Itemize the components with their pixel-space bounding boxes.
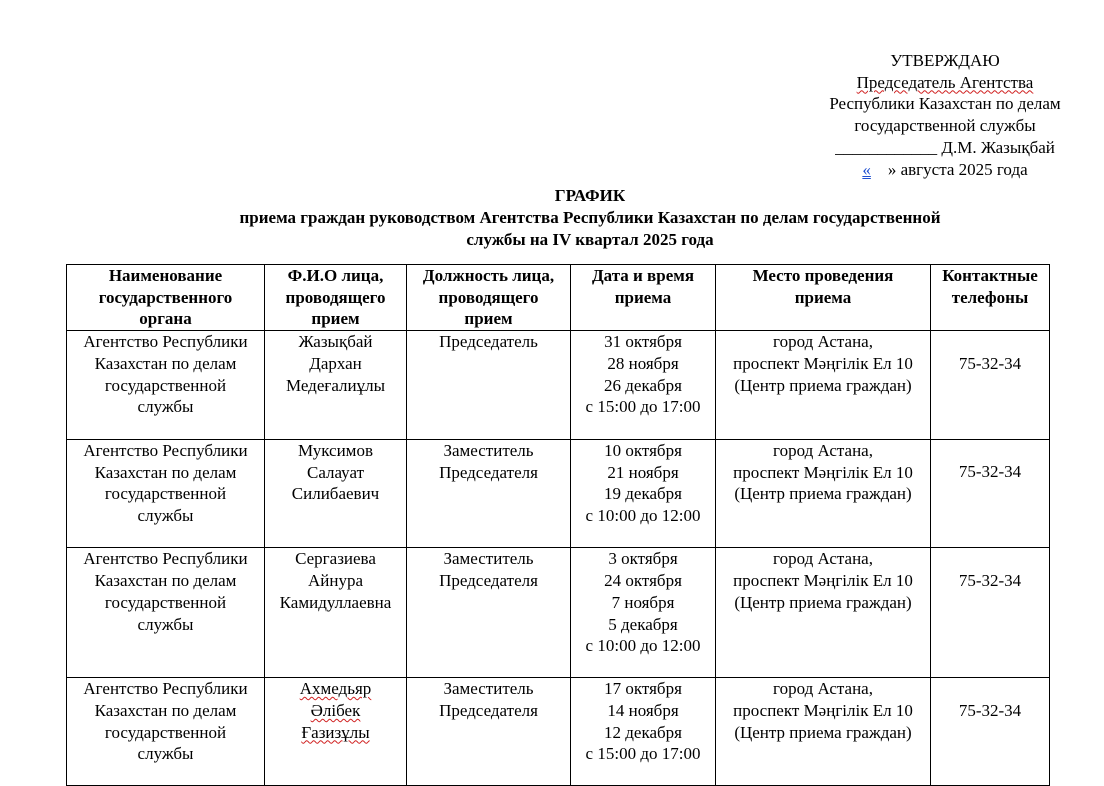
header-name-line: Ф.И.О лица, bbox=[287, 266, 384, 285]
cell-organ-line: службы bbox=[137, 505, 194, 525]
cell-organ bbox=[67, 548, 265, 678]
cell-organ-line: государственной bbox=[104, 484, 227, 504]
cell-place-line: проспект Мәңгілік Ел 10 bbox=[733, 353, 913, 373]
cell-position bbox=[407, 331, 571, 440]
cell-place bbox=[716, 331, 931, 440]
cell-phone bbox=[931, 678, 1050, 786]
cell-position bbox=[407, 548, 571, 678]
approval-line-1-text: Председатель Агентства bbox=[856, 72, 1034, 92]
cell-place bbox=[716, 548, 931, 678]
table-row bbox=[67, 548, 1050, 678]
cell-datetime-line: 10 октября bbox=[604, 440, 682, 460]
title-line-1: приема граждан руководством Агентства Республики Казахстан по делам государственной bbox=[239, 208, 941, 227]
cell-phone bbox=[931, 439, 1050, 548]
header-position-line: проводящего bbox=[438, 287, 539, 307]
cell-place-line: проспект Мәңгілік Ел 10 bbox=[733, 571, 913, 591]
approval-date bbox=[800, 159, 1090, 181]
title-heading: ГРАФИК bbox=[554, 186, 626, 205]
approval-block bbox=[800, 50, 1090, 180]
cell-position-line: Заместитель bbox=[443, 549, 534, 569]
approval-line-1 bbox=[800, 72, 1090, 94]
cell-datetime-line: 3 октября bbox=[608, 549, 678, 569]
header-organ-line: государственного bbox=[98, 287, 233, 307]
cell-place-line: (Центр приема граждан) bbox=[734, 722, 912, 742]
cell-organ-line: Казахстан по делам bbox=[94, 571, 237, 591]
cell-organ-line: службы bbox=[137, 744, 194, 764]
cell-name-line: Муксимов bbox=[298, 440, 373, 460]
phone-number: 75-32-34 bbox=[958, 353, 1022, 373]
header-place-line: Место проведения bbox=[752, 266, 894, 285]
cell-position-line: Заместитель bbox=[443, 440, 534, 460]
table-row bbox=[67, 331, 1050, 440]
cell-datetime-line: с 15:00 до 17:00 bbox=[585, 744, 701, 764]
cell-place-line: город Астана, bbox=[773, 549, 873, 569]
cell-datetime bbox=[571, 331, 716, 440]
cell-datetime-line: 21 ноября bbox=[607, 462, 679, 482]
approval-line-2: Республики Казахстан по делам bbox=[829, 94, 1061, 114]
cell-organ bbox=[67, 439, 265, 548]
header-place bbox=[716, 265, 931, 331]
header-position bbox=[407, 265, 571, 331]
cell-position-line: Председателя bbox=[439, 571, 538, 591]
cell-datetime-line: 17 октября bbox=[604, 679, 682, 699]
header-datetime-line: приема bbox=[614, 287, 672, 307]
cell-organ-line: Агентство Республики bbox=[83, 332, 248, 352]
cell-datetime-line: 28 ноября bbox=[607, 353, 679, 373]
cell-name bbox=[265, 678, 407, 786]
table-row bbox=[67, 439, 1050, 548]
cell-datetime bbox=[571, 439, 716, 548]
cell-organ-line: Казахстан по делам bbox=[94, 462, 237, 482]
cell-name-line: Силибаевич bbox=[291, 484, 380, 504]
cell-place-line: проспект Мәңгілік Ел 10 bbox=[733, 700, 913, 720]
cell-name-line: Ахмедьяр bbox=[299, 679, 372, 699]
date-open-quote[interactable]: « bbox=[862, 159, 871, 179]
cell-organ-line: Казахстан по делам bbox=[94, 700, 237, 720]
cell-name bbox=[265, 439, 407, 548]
cell-place bbox=[716, 439, 931, 548]
header-organ bbox=[67, 265, 265, 331]
header-name bbox=[265, 265, 407, 331]
cell-datetime-line: 26 декабря bbox=[604, 375, 682, 395]
signature-line bbox=[800, 137, 1090, 159]
cell-name-line: Жазықбай bbox=[298, 332, 373, 352]
header-place-line: приема bbox=[794, 287, 852, 307]
signature-blank: ____________ bbox=[835, 137, 938, 157]
schedule-table bbox=[66, 264, 1050, 786]
cell-datetime-line: 24 октября bbox=[604, 571, 682, 591]
cell-datetime-line: 12 декабря bbox=[604, 722, 682, 742]
cell-position bbox=[407, 439, 571, 548]
cell-organ-line: Агентство Республики bbox=[83, 440, 248, 460]
cell-position-line: Председателя bbox=[439, 700, 538, 720]
cell-organ bbox=[67, 331, 265, 440]
cell-datetime-line: 14 ноября bbox=[607, 700, 679, 720]
approval-line-3: государственной службы bbox=[854, 116, 1036, 136]
title-line-2: службы на IV квартал 2025 года bbox=[466, 230, 714, 249]
cell-organ-line: государственной bbox=[104, 722, 227, 742]
cell-name-line: Әлібек bbox=[310, 700, 361, 720]
document-title bbox=[150, 185, 1030, 251]
cell-datetime-line: с 10:00 до 12:00 bbox=[585, 505, 701, 525]
cell-place-line: (Центр приема граждан) bbox=[734, 484, 912, 504]
header-name-line: проводящего bbox=[285, 287, 386, 307]
header-organ-line: Наименование bbox=[108, 266, 223, 285]
cell-name-line: Салауат bbox=[306, 462, 364, 482]
cell-datetime bbox=[571, 548, 716, 678]
cell-organ-line: Агентство Республики bbox=[83, 549, 248, 569]
cell-organ-line: службы bbox=[137, 397, 194, 417]
header-name-line: прием bbox=[311, 309, 360, 329]
cell-datetime-line: 19 декабря bbox=[604, 484, 682, 504]
cell-datetime-line: 5 декабря bbox=[608, 614, 678, 634]
cell-name bbox=[265, 331, 407, 440]
cell-place-line: (Центр приема граждан) bbox=[734, 375, 912, 395]
table-header-row bbox=[67, 265, 1050, 331]
cell-datetime-line: 31 октября bbox=[604, 332, 682, 352]
cell-place-line: проспект Мәңгілік Ел 10 bbox=[733, 462, 913, 482]
cell-organ-line: государственной bbox=[104, 375, 227, 395]
date-rest: » августа 2025 года bbox=[887, 159, 1028, 179]
cell-name-line: Айнура bbox=[307, 571, 364, 591]
header-phone-line: Контактные bbox=[942, 266, 1038, 285]
header-organ-line: органа bbox=[139, 309, 192, 329]
cell-name-line: Камидуллаевна bbox=[279, 592, 392, 612]
cell-datetime-line: 7 ноября bbox=[611, 592, 675, 612]
header-phone bbox=[931, 265, 1050, 331]
cell-place-line: город Астана, bbox=[773, 679, 873, 699]
cell-position bbox=[407, 678, 571, 786]
cell-name-line: Ғазизұлы bbox=[301, 722, 370, 742]
approval-heading: УТВЕРЖДАЮ bbox=[890, 51, 1000, 70]
cell-name-line: Дархан bbox=[309, 353, 362, 373]
cell-phone bbox=[931, 331, 1050, 440]
phone-number: 75-32-34 bbox=[958, 462, 1022, 482]
table-row bbox=[67, 678, 1050, 786]
cell-datetime-line: с 15:00 до 17:00 bbox=[585, 397, 701, 417]
cell-organ-line: Казахстан по делам bbox=[94, 353, 237, 373]
header-phone-line: телефоны bbox=[951, 287, 1029, 307]
cell-position-line: Председателя bbox=[439, 462, 538, 482]
phone-number: 75-32-34 bbox=[958, 700, 1022, 720]
header-datetime bbox=[571, 265, 716, 331]
cell-position-line: Председатель bbox=[439, 332, 538, 352]
cell-datetime bbox=[571, 678, 716, 786]
cell-datetime-line: с 10:00 до 12:00 bbox=[585, 636, 701, 656]
cell-position-line: Заместитель bbox=[443, 679, 534, 699]
header-position-line: прием bbox=[464, 309, 513, 329]
cell-organ bbox=[67, 678, 265, 786]
phone-number: 75-32-34 bbox=[958, 571, 1022, 591]
cell-place-line: город Астана, bbox=[773, 440, 873, 460]
cell-place-line: город Астана, bbox=[773, 332, 873, 352]
cell-name-line: Сергазиева bbox=[295, 549, 376, 569]
header-datetime-line: Дата и время bbox=[591, 266, 695, 285]
cell-phone bbox=[931, 548, 1050, 678]
signatory-name: Д.М. Жазықбай bbox=[941, 137, 1055, 157]
cell-organ-line: службы bbox=[137, 614, 194, 634]
cell-organ-line: Агентство Республики bbox=[83, 679, 248, 699]
cell-place-line: (Центр приема граждан) bbox=[734, 592, 912, 612]
header-position-line: Должность лица, bbox=[422, 266, 555, 285]
cell-place bbox=[716, 678, 931, 786]
cell-name-line: Медеғалиұлы bbox=[285, 375, 386, 395]
cell-organ-line: государственной bbox=[104, 592, 227, 612]
cell-name bbox=[265, 548, 407, 678]
